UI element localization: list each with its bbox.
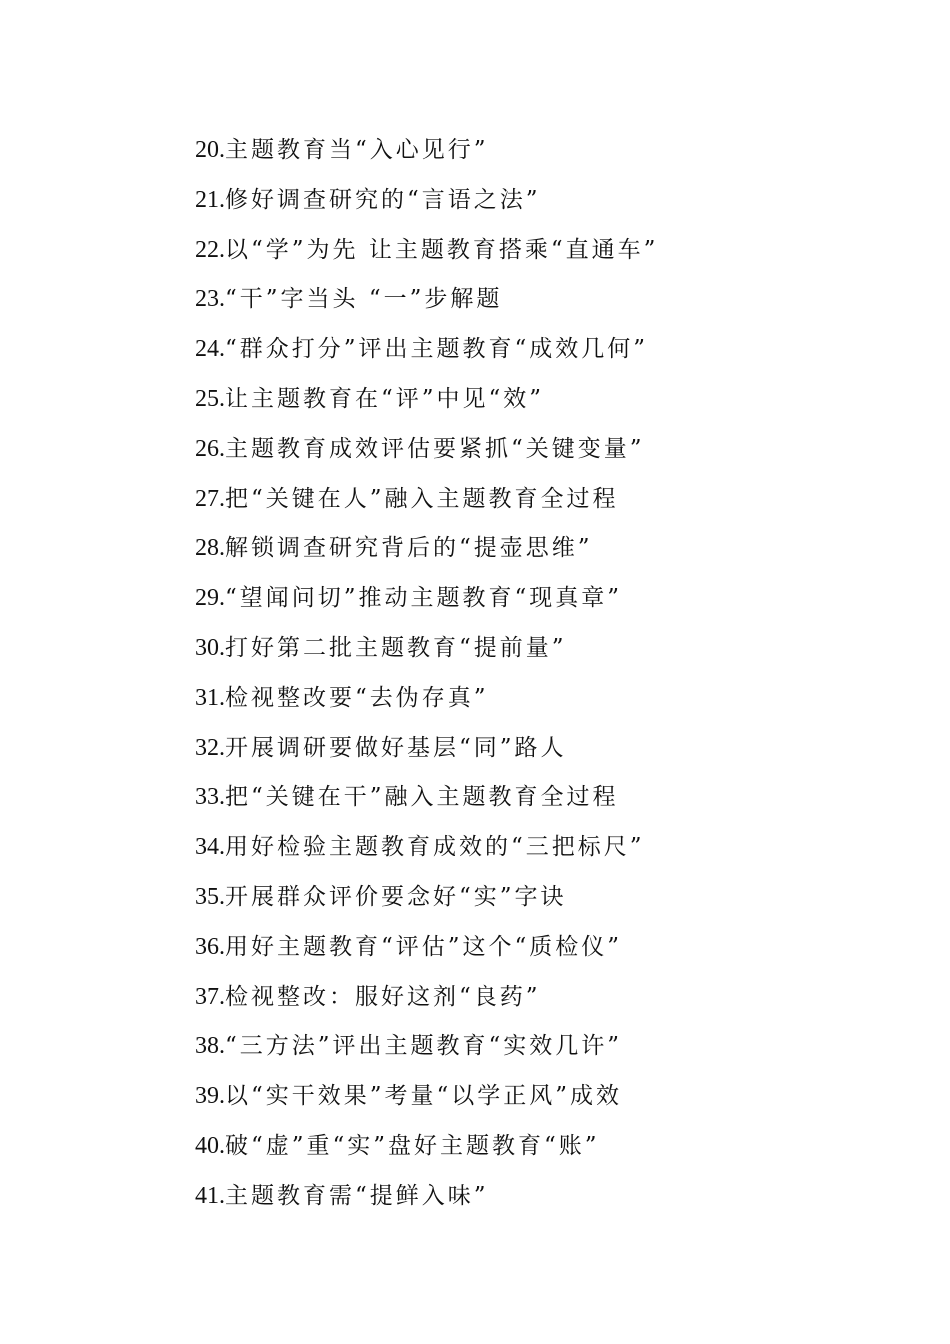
item-text: 主题教育需“提鲜入味” [225, 1182, 489, 1209]
list-item [195, 574, 915, 624]
list-item [195, 773, 915, 823]
item-number: 20. [195, 137, 225, 163]
list-item [195, 624, 915, 674]
item-number: 28. [195, 535, 225, 562]
item-text: “群众打分”评出主题教育“成效几何” [225, 336, 649, 363]
item-number: 27. [195, 485, 225, 512]
item-number: 41. [195, 1182, 225, 1209]
item-text: 以“实干效果”考量“以学正风”成效 [225, 1083, 623, 1110]
item-text: “干”字当头 “一”步解题 [225, 286, 503, 313]
item-number: 36. [195, 933, 225, 960]
item-text: 解锁调查研究背后的“提壶思维” [225, 535, 593, 562]
item-number: 31. [195, 684, 225, 711]
list-item [195, 1072, 915, 1122]
item-number: 30. [195, 634, 225, 661]
item-text: 开展调研要做好基层“同”路人 [225, 734, 567, 761]
list-item [195, 524, 915, 574]
item-number: 29. [195, 585, 225, 612]
item-number: 38. [195, 1033, 225, 1060]
item-text: 检视整改要“去伪存真” [225, 684, 489, 711]
list-item [195, 923, 915, 973]
item-text: 用好检验主题教育成效的“三把标尺” [225, 834, 645, 861]
item-number: 21. [195, 186, 225, 213]
item-text: 把“关键在干”融入主题教育全过程 [225, 784, 619, 811]
item-text: 修好调查研究的“言语之法” [225, 186, 541, 213]
list-item [195, 1022, 915, 1072]
list-item [195, 275, 915, 325]
item-text: “望闻问切”推动主题教育“现真章” [225, 585, 623, 612]
list-item [195, 176, 915, 226]
item-text: 主题教育成效评估要紧抓“关键变量” [225, 435, 645, 462]
item-text: 主题教育当“入心见行” [225, 137, 489, 163]
item-number: 34. [195, 834, 225, 861]
list-item [195, 1122, 915, 1172]
list-item [195, 226, 915, 276]
list-item [195, 325, 915, 375]
item-number: 37. [195, 983, 225, 1010]
list-item [195, 823, 915, 873]
item-text: 破“虚”重“实”盘好主题教育“账” [225, 1132, 600, 1159]
item-number: 32. [195, 734, 225, 761]
item-number: 26. [195, 435, 225, 462]
item-number: 35. [195, 883, 225, 910]
item-text: 把“关键在人”融入主题教育全过程 [225, 485, 619, 512]
item-text: 以“学”为先 让主题教育搭乘“直通车” [225, 236, 659, 263]
list-item [195, 475, 915, 525]
item-number: 23. [195, 286, 225, 313]
list-item [195, 873, 915, 923]
item-number: 22. [195, 236, 225, 263]
item-number: 40. [195, 1132, 225, 1159]
item-number: 33. [195, 784, 225, 811]
list-item [195, 425, 915, 475]
title-list [195, 126, 915, 1222]
item-number: 25. [195, 385, 225, 412]
item-number: 24. [195, 336, 225, 363]
list-item [195, 1172, 915, 1222]
list-item [195, 674, 915, 724]
list-item [195, 973, 915, 1023]
list-item [195, 724, 915, 774]
item-text: “三方法”评出主题教育“实效几许” [225, 1033, 623, 1060]
list-item [195, 126, 915, 176]
item-text: 开展群众评价要念好“实”字诀 [225, 883, 567, 910]
item-text: 打好第二批主题教育“提前量” [225, 634, 567, 661]
list-item [195, 375, 915, 425]
item-text: 检视整改：服好这剂“良药” [225, 983, 541, 1010]
item-text: 让主题教育在“评”中见“效” [225, 385, 545, 412]
item-number: 39. [195, 1083, 225, 1110]
item-text: 用好主题教育“评估”这个“质检仪” [225, 933, 623, 960]
